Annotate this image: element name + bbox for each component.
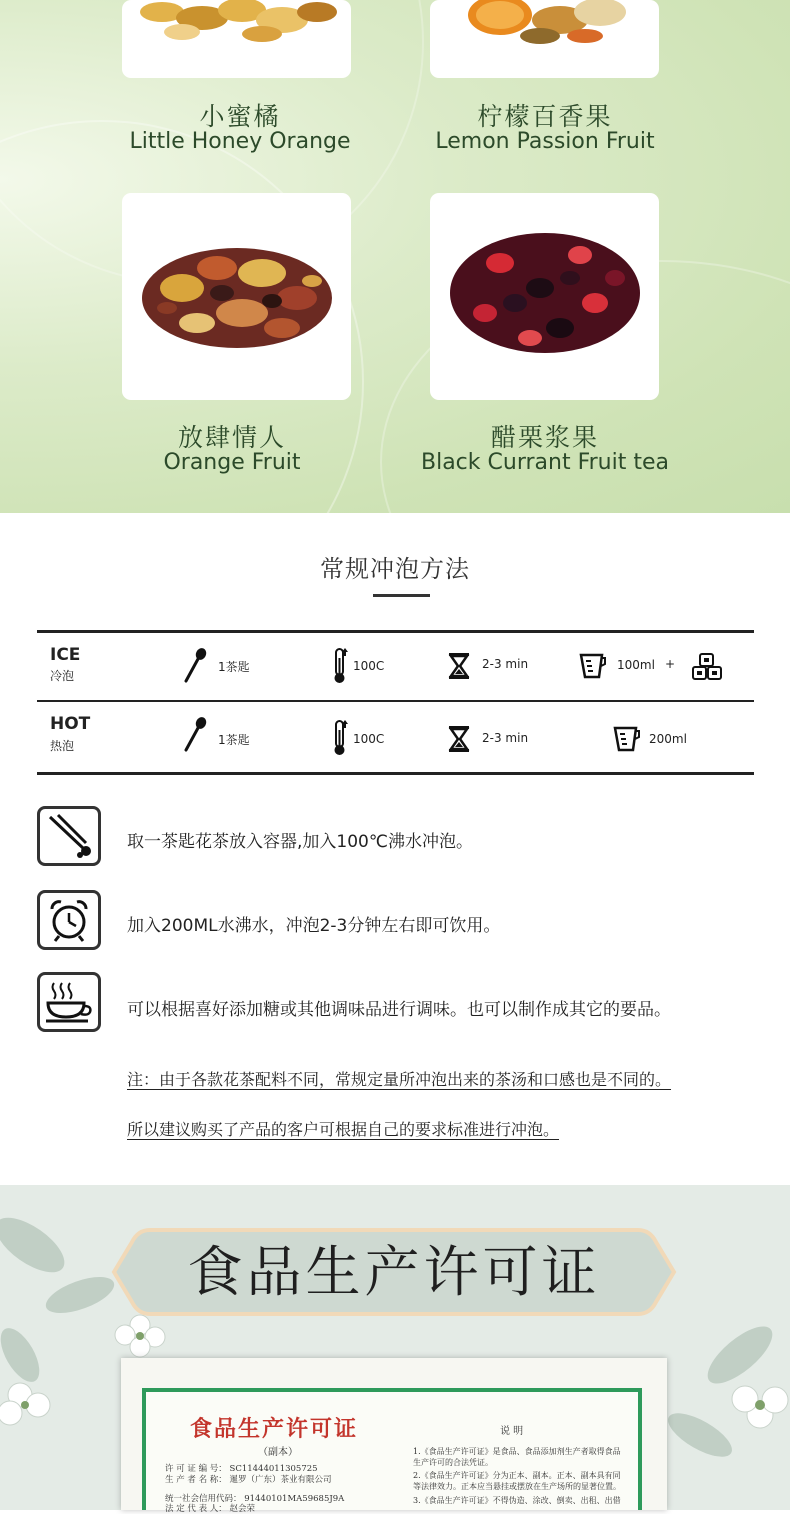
measuring-cup-icon: [578, 652, 606, 680]
license-line: 统一社会信用代码： 91440101MA59685J9A: [165, 1494, 345, 1504]
title-underline: [373, 594, 430, 597]
tea-cup-icon: [40, 975, 98, 1029]
product-name-en: Lemon Passion Fruit: [435, 129, 655, 154]
method-label: HOT: [50, 714, 91, 734]
water-amount: 100ml: [617, 658, 655, 672]
table-top-rule: [37, 630, 754, 633]
temperature: 100C: [353, 732, 385, 746]
license-explain-line: 1.《食品生产许可证》是食品、食品添加剂生产者取得食品: [413, 1447, 621, 1456]
hourglass-icon: [447, 652, 471, 680]
temperature: 100C: [353, 659, 385, 673]
table-mid-rule: [37, 700, 754, 702]
plus-sign: +: [665, 657, 676, 671]
brewing-title: 常规冲泡方法: [320, 555, 470, 583]
method-label: ICE: [50, 645, 81, 665]
steep-time: 2-3 min: [482, 657, 529, 671]
license-explain-title: 说 明: [500, 1426, 524, 1437]
spoon-amount: 1茶匙: [218, 660, 250, 674]
step-icon-box: [37, 890, 101, 950]
license-doc-sub: （副本）: [258, 1447, 298, 1458]
step-text: 可以根据喜好添加糖或其他调味品进行调味。也可以制作成其它的要品。: [127, 1000, 671, 1020]
note-line: 注：由于各款花茶配料不同，常规定量所冲泡出来的茶汤和口感也是不同的。: [127, 1070, 672, 1089]
license-explain-line: 2.《食品生产许可证》分为正本、副本。正本、副本具有同: [413, 1471, 621, 1480]
measuring-cup-icon: [612, 725, 640, 753]
product-name-en: Orange Fruit: [163, 450, 301, 475]
method-sub: 冷泡: [50, 669, 75, 683]
product-image-little-honey-orange: [122, 0, 351, 78]
license-line: 许 可 证 编 号： SC11444011305725: [165, 1464, 318, 1474]
license-explain-line: 3.《食品生产许可证》不得伪造、涂改、倒卖、出租、出借: [413, 1496, 621, 1505]
license-line: 法 定 代 表 人： 赵会荣: [165, 1504, 256, 1514]
tongs-icon: [40, 809, 98, 863]
note-line: 所以建议购买了产品的客户可根据自己的要求标准进行冲泡。: [127, 1120, 560, 1139]
product-name-cn: 柠檬百香果: [477, 102, 613, 131]
product-name-en: Little Honey Orange: [129, 129, 351, 154]
table-bottom-rule: [37, 772, 754, 775]
thermometer-icon: [329, 718, 351, 758]
alarm-clock-icon: [40, 893, 98, 947]
product-name-cn: 醋栗浆果: [490, 423, 599, 452]
step-icon-box: [37, 806, 101, 866]
license-doc-title: 食品生产许可证: [190, 1416, 359, 1442]
step-icon-box: [37, 972, 101, 1032]
license-explain-line: 生产许可的合法凭证。: [413, 1458, 493, 1467]
product-name-cn: 放肆情人: [177, 423, 286, 452]
thermometer-icon: [329, 646, 351, 686]
product-image-black-currant-fruit-tea: [430, 193, 659, 400]
ice-cubes-icon: [690, 652, 724, 682]
method-sub: 热泡: [50, 739, 75, 753]
product-name-cn: 小蜜橘: [199, 102, 281, 131]
step-text: 加入200ML水沸水，冲泡2-3分钟左右即可饮用。: [127, 916, 501, 936]
spoon-icon: [180, 716, 210, 754]
license-banner-title: 食品生产许可证: [187, 1240, 601, 1304]
license-line: 生 产 者 名 称： 暹罗（广东）茶业有限公司: [165, 1475, 332, 1485]
water-amount: 200ml: [649, 732, 687, 746]
product-name-en: Black Currant Fruit tea: [421, 450, 669, 475]
spoon-icon: [180, 647, 210, 685]
steep-time: 2-3 min: [482, 731, 529, 745]
hourglass-icon: [447, 725, 471, 753]
step-text: 取一茶匙花茶放入容器,加入100℃沸水冲泡。: [127, 832, 473, 852]
license-explain-line: 等法律效力。正本应当悬挂或摆放在生产场所的显著位置。: [413, 1482, 621, 1491]
product-image-orange-fruit: [122, 193, 351, 400]
spoon-amount: 1茶匙: [218, 733, 250, 747]
product-image-lemon-passion-fruit: [430, 0, 659, 78]
